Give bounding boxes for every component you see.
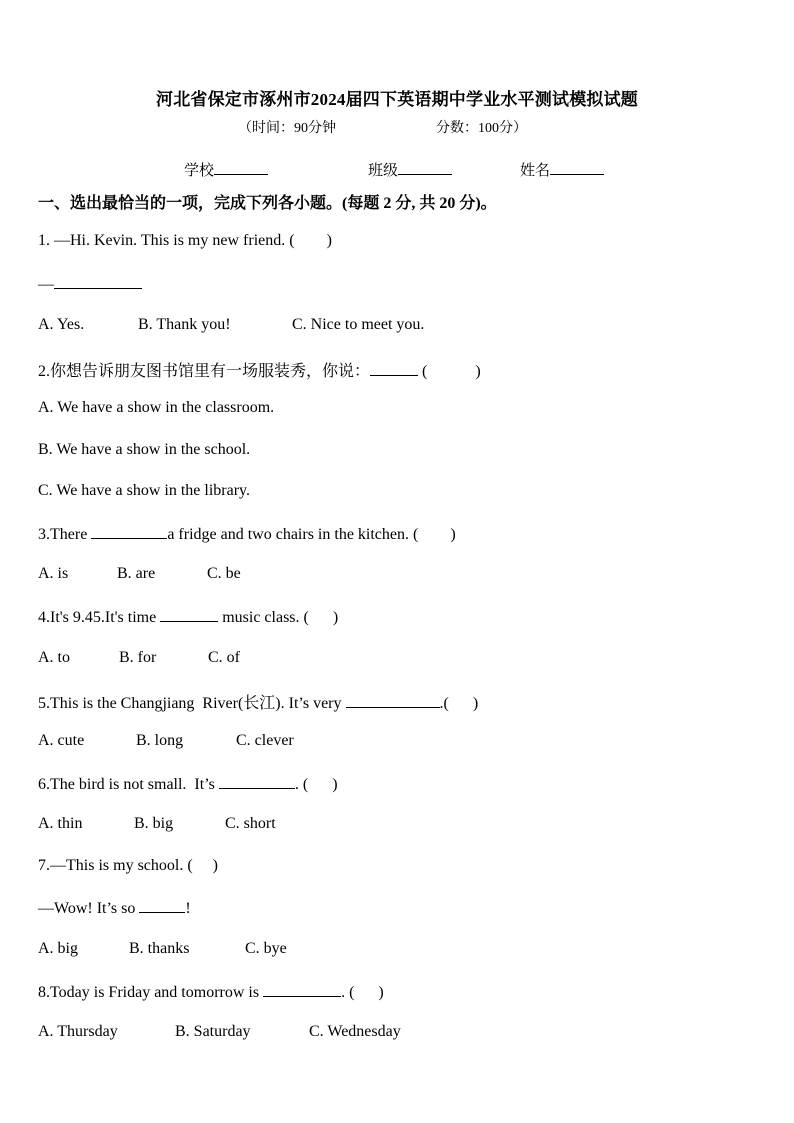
question-2-stem: 2.你想告诉朋友图书馆里有一场服装秀，你说： ( ) xyxy=(38,363,481,380)
question-8-option-c[interactable]: C. Wednesday xyxy=(309,1023,401,1040)
question-7-option-a[interactable]: A. big xyxy=(38,940,78,957)
class-blank[interactable] xyxy=(398,160,452,175)
dash: — xyxy=(38,276,54,293)
school-label: 学校 xyxy=(184,163,215,179)
name-field xyxy=(520,159,604,180)
answer-blank[interactable] xyxy=(139,898,185,913)
question-8-option-b[interactable]: B. Saturday xyxy=(175,1023,251,1040)
name-label: 姓名 xyxy=(520,163,551,179)
answer-blank[interactable] xyxy=(91,524,167,539)
answer-blank[interactable] xyxy=(54,274,142,289)
question-6-stem: 6.The bird is not small. It’s . ( ) xyxy=(38,776,338,793)
total-score: 分数：100分） xyxy=(436,121,527,136)
question-2-option-b[interactable]: B. We have a show in the school. xyxy=(38,441,251,458)
class-label: 班级 xyxy=(368,163,399,179)
question-6-option-c[interactable]: C. short xyxy=(225,815,276,832)
name-blank[interactable] xyxy=(550,160,604,175)
question-6-option-a[interactable]: A. thin xyxy=(38,815,83,832)
question-7-option-b[interactable]: B. thanks xyxy=(129,940,190,957)
question-4-option-c[interactable]: C. of xyxy=(208,649,240,666)
question-1-reply xyxy=(38,274,142,294)
question-1-option-b[interactable]: B. Thank you! xyxy=(138,316,231,333)
question-3-option-c[interactable]: C. be xyxy=(207,565,241,582)
section-heading: 一、选出最恰当的一项，完成下列各小题。(每题 2 分, 共 20 分)。 xyxy=(38,195,497,212)
answer-blank[interactable] xyxy=(346,693,440,708)
question-4-option-a[interactable]: A. to xyxy=(38,649,70,666)
school-blank[interactable] xyxy=(214,160,268,175)
question-2-option-c[interactable]: C. We have a show in the library. xyxy=(38,482,250,499)
exam-title: 河北省保定市涿州市2024届四下英语期中学业水平测试模拟试题 xyxy=(156,90,638,109)
question-1-option-a[interactable]: A. Yes. xyxy=(38,316,85,333)
question-7-stem: 7.—This is my school. ( ) xyxy=(38,857,218,874)
question-1-option-c[interactable]: C. Nice to meet you. xyxy=(292,316,425,333)
question-5-option-a[interactable]: A. cute xyxy=(38,732,85,749)
question-2-option-a[interactable]: A. We have a show in the classroom. xyxy=(38,399,275,416)
question-4-stem: 4.It's 9.45.It's time music class. ( ) xyxy=(38,609,339,626)
class-field xyxy=(368,159,452,180)
school-field xyxy=(184,159,268,180)
question-7-option-c[interactable]: C. bye xyxy=(245,940,287,957)
question-1-stem: 1. —Hi. Kevin. This is my new friend. ( ) xyxy=(38,232,332,249)
answer-blank[interactable] xyxy=(160,607,218,622)
question-5-option-b[interactable]: B. long xyxy=(136,732,184,749)
exam-subtitle xyxy=(238,117,527,137)
time-limit: （时间：90分钟 xyxy=(238,121,336,136)
question-7-reply: —Wow! It’s so ! xyxy=(38,900,191,917)
answer-blank[interactable] xyxy=(219,774,295,789)
answer-blank[interactable] xyxy=(263,982,341,997)
question-6-option-b[interactable]: B. big xyxy=(134,815,174,832)
question-3-option-a[interactable]: A. is xyxy=(38,565,69,582)
question-4-option-b[interactable]: B. for xyxy=(119,649,157,666)
question-5-option-c[interactable]: C. clever xyxy=(236,732,294,749)
question-8-option-a[interactable]: A. Thursday xyxy=(38,1023,118,1040)
question-5-stem: 5.This is the Changjiang River(长江). It’s very .( ) xyxy=(38,695,479,712)
question-8-stem: 8.Today is Friday and tomorrow is . ( ) xyxy=(38,984,384,1001)
question-3-option-b[interactable]: B. are xyxy=(117,565,156,582)
answer-blank[interactable] xyxy=(370,361,418,376)
question-3-stem: 3.There a fridge and two chairs in the kitchen. ( ) xyxy=(38,526,456,543)
